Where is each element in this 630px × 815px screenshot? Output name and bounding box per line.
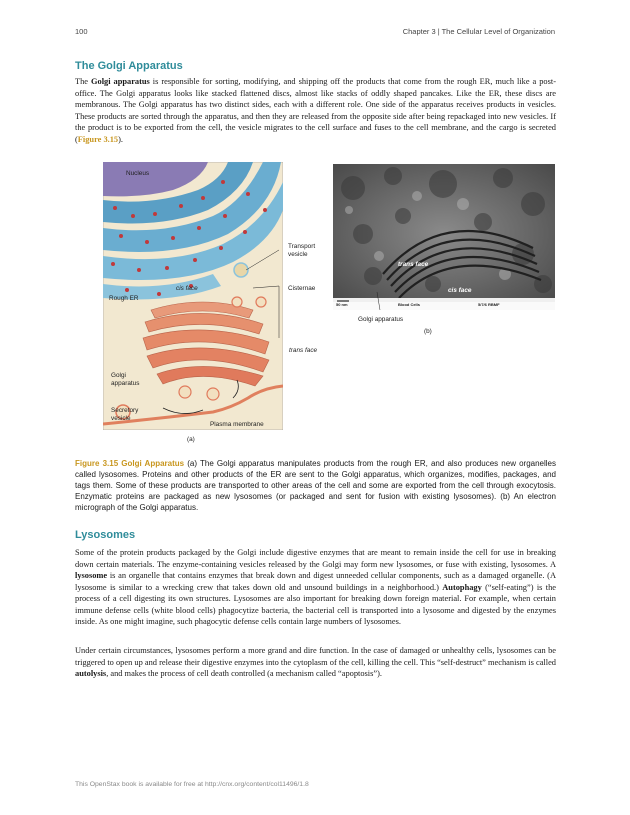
label-cis-face: cis face <box>176 285 198 292</box>
golgi-micrograph <box>333 164 555 310</box>
micrograph-label-trans-face: trans face <box>398 261 429 268</box>
label-transport-vesicle-2: vesicle <box>288 251 308 258</box>
label-transport-vesicle: Transport <box>288 243 316 250</box>
label-plasma-membrane: Plasma membrane <box>210 421 264 428</box>
panel-label-b: (b) <box>424 328 432 335</box>
micrograph-label-cis-face: cis face <box>448 287 472 294</box>
text-run: ). <box>118 134 124 144</box>
label-secretory-vesicle-2: vesicle <box>111 415 131 422</box>
label-nucleus: Nucleus <box>126 170 150 177</box>
key-term-autolysis: autolysis <box>75 669 107 678</box>
label-rough-er: Rough ER <box>109 295 139 302</box>
label-trans-face: trans face <box>289 347 318 354</box>
section-heading-lysosomes: Lysosomes <box>75 529 136 541</box>
label-cisternae: Cisternae <box>288 285 316 292</box>
text-run: Under certain circumstances, lysosomes perform a more grand and dire function. In the case of damaged or unhealthy cells, lysosomes can be triggered to open up and release their digestive enzymes into the cytoplasm of the cell, killing the cell. This “self-destruct” mechanism is called <box>75 646 556 667</box>
key-term-lysosome: lysosome <box>75 571 108 580</box>
chapter-title: Chapter 3 | The Cellular Level of Organization <box>402 27 555 36</box>
golgi-micrograph-svg <box>333 164 555 310</box>
caption-text: (a) The Golgi apparatus manipulates products from the rough ER, and also produces new organelles called lysosomes. Proteins and other products of the ER are sent to the Golgi apparatus, which organizes, modifies, packages, and tags them. Some of these products are transported to other areas of the cell and some are exported from the cell through exocytosis. Enzymatic proteins are packaged as new lysosomes (or packaged and sent for fusion with existing lysosomes). (b) An electron micrograph of the Golgi apparatus. <box>75 459 557 512</box>
micrograph-footer-center: Blood Cells <box>398 302 421 307</box>
text-run: is responsible for sorting, modifying, and shipping off the products that come from the rough ER, much like a post-office. The Golgi apparatus looks like stacked flattened discs, almost like stacks of oddly shaped pancakes. Like the ER, these discs are membranous. The Golgi apparatus has two distinct sides, each with a different role. One side of the apparatus receives products in vesicles. These products are sorted through the apparatus, and then they are released from the opposite side after being repackaged into new vesicles. If the product is to be exported from the cell, the vesicle migrates to the cell surface and fuses to the cell membrane, and the cargo is secreted ( <box>75 77 556 144</box>
text-run: The <box>75 77 91 86</box>
text-run: Some of the protein products packaged by the Golgi include digestive enzymes that are meant to remain inside the cell for use in breaking down certain materials. The enzyme-containing vesicles released by the Golgi may form new lysosomes, or fuse with existing, lysosomes. A <box>75 548 556 569</box>
micrograph-footer-right: 5/7/6 RBMF <box>478 302 500 307</box>
label-golgi-apparatus: Golgi <box>111 372 126 379</box>
lysosome-paragraph-2 <box>75 645 556 680</box>
label-golgi-apparatus-2: apparatus <box>111 380 140 387</box>
page-footer: This OpenStax book is available for free at http://cnx.org/content/col11496/1.8 <box>75 781 309 788</box>
label-secretory-vesicle: Secretory <box>111 407 139 414</box>
key-term-autophagy: Autophagy <box>442 582 482 592</box>
figure-caption <box>75 458 556 513</box>
key-term-golgi: Golgi apparatus <box>91 77 150 86</box>
panel-label-a: (a) <box>187 436 195 443</box>
golgi-paragraph <box>75 76 556 145</box>
text-run: , and makes the process of cell death controlled (a mechanism called “apoptosis”). <box>106 669 382 678</box>
figure-link[interactable]: Figure 3.15 <box>77 134 119 144</box>
section-heading-golgi: The Golgi Apparatus <box>75 60 183 72</box>
page-number: 100 <box>75 27 88 36</box>
text-run: is an organelle that contains enzymes that break down and digest unneeded cellular components, such as a damaged organelle. (A lysosome is similar to a wrecking crew that takes down old and unsound buildings in a neighborhood.) <box>75 571 556 592</box>
text-run: (“self-eating”) is the process of a cell digesting its own structures. Lysosomes are also important for breaking down foreign material. For example, when certain immune defense cells (white blood cells) phagocytize bacteria, the bacterial cell is transported into a lysosome and digested by the enzymes inside. As one might imagine, such phagocytic defense cells contain large numbers of lysosomes. <box>75 582 556 626</box>
micrograph-label-golgi: Golgi apparatus <box>358 316 404 323</box>
lysosome-paragraph-1 <box>75 547 556 628</box>
micrograph-scale: 50 nm <box>336 302 348 307</box>
caption-title: Figure 3.15 Golgi Apparatus <box>75 459 185 468</box>
